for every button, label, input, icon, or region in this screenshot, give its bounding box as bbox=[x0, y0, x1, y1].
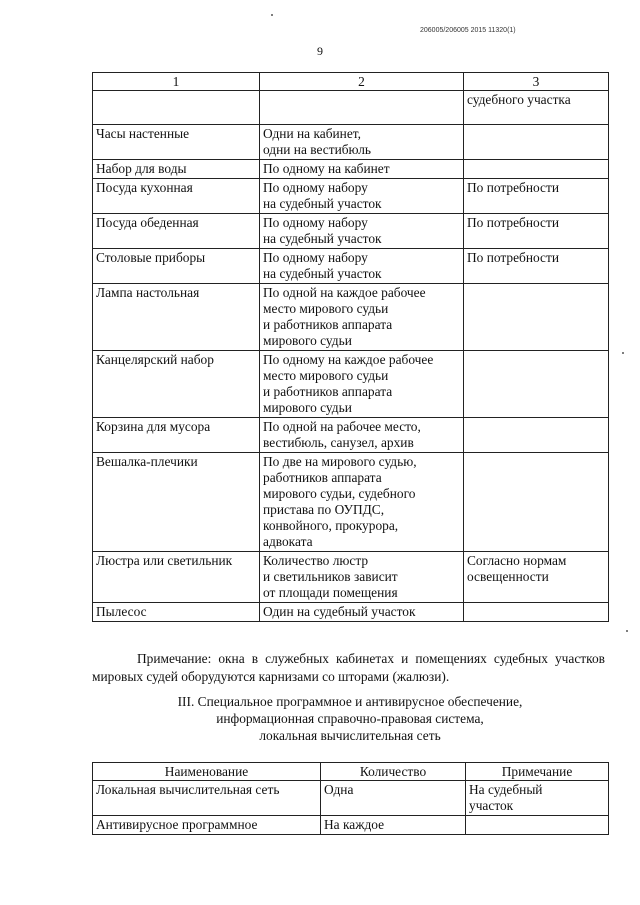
item-cell: Вешалка-плечики bbox=[93, 453, 260, 552]
page-number: 9 bbox=[317, 44, 323, 58]
table-row bbox=[93, 160, 609, 179]
column-number: 1 bbox=[93, 73, 260, 91]
item-cell: Столовые приборы bbox=[93, 249, 260, 284]
name-cell: Локальная вычислительная сеть bbox=[93, 781, 321, 816]
document-id: 206005/206005 2015 11320(1) bbox=[420, 27, 516, 34]
scan-speck bbox=[622, 352, 624, 354]
scan-speck bbox=[271, 14, 273, 16]
table-row bbox=[93, 91, 609, 125]
software-table bbox=[92, 762, 609, 835]
column-number: 3 bbox=[464, 73, 609, 91]
table-row bbox=[93, 816, 609, 835]
item-cell: Корзина для мусора bbox=[93, 418, 260, 453]
item-cell: Часы настенные bbox=[93, 125, 260, 160]
norm-cell: Количество люстр и светильников зависит от площади помещения bbox=[260, 552, 464, 603]
note-cell bbox=[464, 351, 609, 418]
table-row bbox=[93, 351, 609, 418]
note-paragraph: Примечание: окна в служебных кабинетах и помещениях судебных участков мировых судей оборудуются карнизами со шторами (жалюзи). bbox=[92, 651, 605, 685]
norm-cell: По одному на каждое рабочее место мирового судьи и работников аппарата мирового судьи bbox=[260, 351, 464, 418]
note-cell: судебного участка bbox=[464, 91, 609, 125]
norm-cell: По две на мирового судью, работников аппарата мирового судьи, судебного пристава по ОУПДС, конвойного, прокурора, адвоката bbox=[260, 453, 464, 552]
norm-cell: Один на судебный участок bbox=[260, 603, 464, 622]
item-cell: Пылесос bbox=[93, 603, 260, 622]
note-cell: Согласно нормам освещенности bbox=[464, 552, 609, 603]
note-cell: По потребности bbox=[464, 179, 609, 214]
column-header-quantity: Количество bbox=[321, 763, 466, 781]
note-cell bbox=[464, 418, 609, 453]
table-row bbox=[93, 453, 609, 552]
note-cell bbox=[466, 816, 609, 835]
item-cell: Люстра или светильник bbox=[93, 552, 260, 603]
table-row bbox=[93, 125, 609, 160]
norm-cell: По одной на каждое рабочее место мирового судьи и работников аппарата мирового судьи bbox=[260, 284, 464, 351]
table-row bbox=[93, 179, 609, 214]
norm-cell: По одному набору на судебный участок bbox=[260, 249, 464, 284]
note-cell bbox=[464, 603, 609, 622]
item-cell: Посуда кухонная bbox=[93, 179, 260, 214]
quantity-cell: На каждое bbox=[321, 816, 466, 835]
equipment-table bbox=[92, 72, 609, 622]
norm-cell: По одному набору на судебный участок bbox=[260, 214, 464, 249]
scan-speck bbox=[626, 630, 628, 632]
item-cell bbox=[93, 91, 260, 125]
note-cell bbox=[464, 284, 609, 351]
norm-cell: По одной на рабочее место, вестибюль, санузел, архив bbox=[260, 418, 464, 453]
note-cell bbox=[464, 125, 609, 160]
table-row bbox=[93, 249, 609, 284]
note-cell bbox=[464, 160, 609, 179]
note-cell: По потребности bbox=[464, 249, 609, 284]
quantity-cell: Одна bbox=[321, 781, 466, 816]
norm-cell bbox=[260, 91, 464, 125]
table-row bbox=[93, 214, 609, 249]
table-row bbox=[93, 781, 609, 816]
column-header-name: Наименование bbox=[93, 763, 321, 781]
column-number: 2 bbox=[260, 73, 464, 91]
table-row bbox=[93, 418, 609, 453]
note-cell bbox=[464, 453, 609, 552]
item-cell: Лампа настольная bbox=[93, 284, 260, 351]
item-cell: Канцелярский набор bbox=[93, 351, 260, 418]
norm-cell: По одному набору на судебный участок bbox=[260, 179, 464, 214]
column-header-note: Примечание bbox=[466, 763, 609, 781]
item-cell: Набор для воды bbox=[93, 160, 260, 179]
norm-cell: По одному на кабинет bbox=[260, 160, 464, 179]
header-row bbox=[93, 763, 609, 781]
section-title: III. Специальное программное и антивирусное обеспечение, информационная справочно-правовая система, локальная вычислительная сеть bbox=[177, 694, 523, 743]
norm-cell: Одни на кабинет, одни на вестибюль bbox=[260, 125, 464, 160]
table-row bbox=[93, 603, 609, 622]
note-cell: На судебный участок bbox=[466, 781, 609, 816]
table-row bbox=[93, 552, 609, 603]
name-cell: Антивирусное программное bbox=[93, 816, 321, 835]
table-row bbox=[93, 284, 609, 351]
item-cell: Посуда обеденная bbox=[93, 214, 260, 249]
note-cell: По потребности bbox=[464, 214, 609, 249]
column-number-row bbox=[93, 73, 609, 91]
